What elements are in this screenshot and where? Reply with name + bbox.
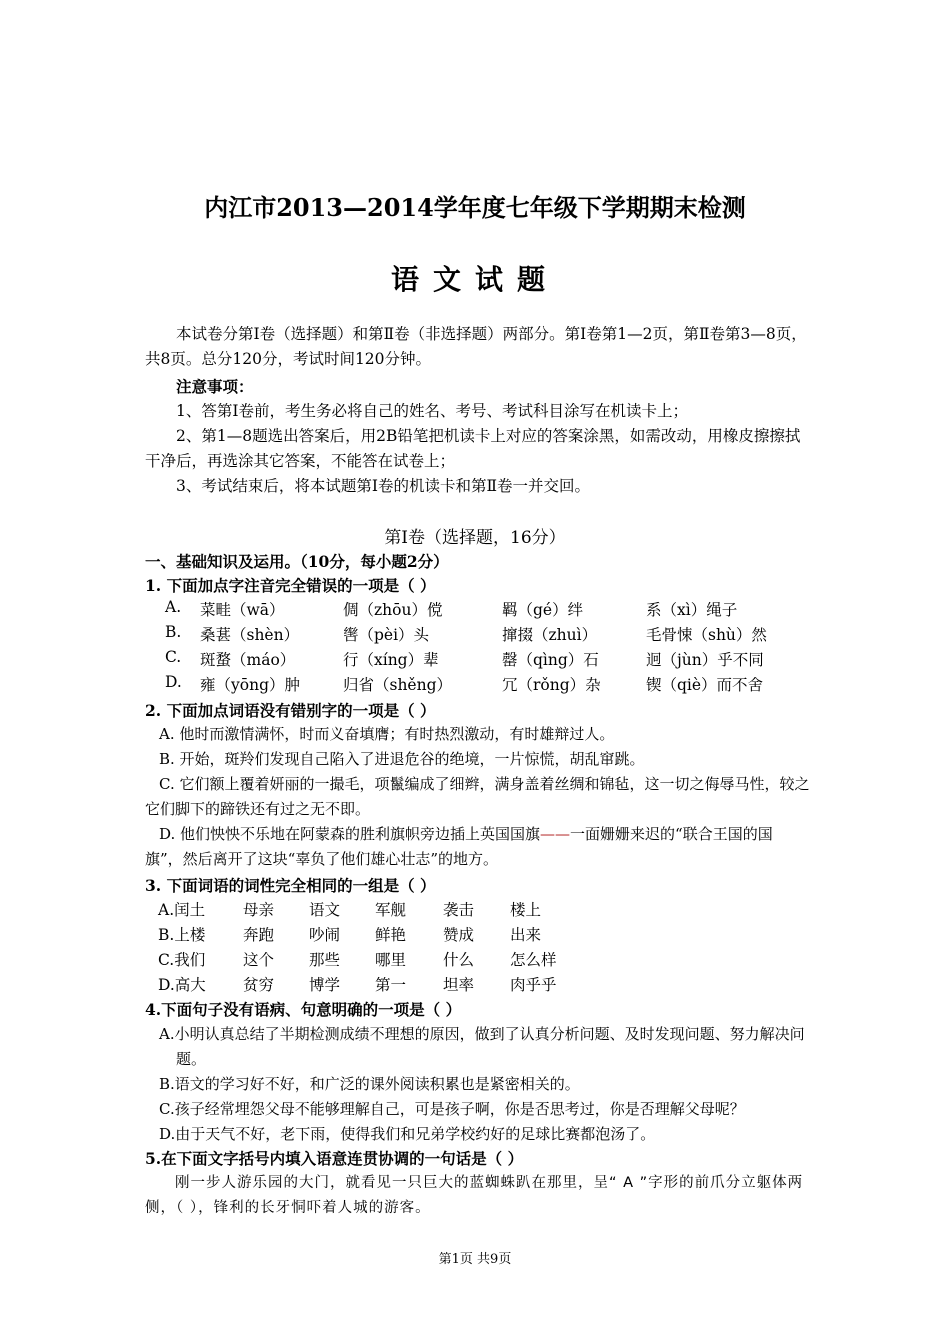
question-2-option-b: B. 开始，斑羚们发现自己陷入了进退危谷的绝境，一片惊慌，胡乱窜跳。 [159,750,645,768]
question-4-option-a: A.小明认真总结了半期检测成绩不理想的原因，做到了认真分析问题、及时发现问题、努力解决问题。 [159,1025,805,1068]
option-d-text: D. 他们怏怏不乐地在阿蒙森的胜利旗帜旁边插上英国国旗 [159,825,541,843]
question-1-stem: 1. 下面加点字注音完全错误的一项是（ ） [145,576,436,595]
word: 博学 [309,976,341,994]
word: C.我们 [158,951,206,969]
question-2-option-a: A. 他时而激情满怀，时而义奋填膺；有时热烈激动，有时雄辩过人。 [159,725,615,743]
option-cell: 系（xì）绳子 [646,601,738,619]
word: 语文 [309,901,341,919]
option-cell: 桑葚（shèn） [200,626,300,644]
question-4-option-d: D.由于天气不好，老下雨，使得我们和兄弟学校约好的足球比赛都泡汤了。 [159,1125,656,1143]
option-cell: 锲（qiè）而不舍 [646,676,764,694]
option-cell: 菜畦（wā） [200,601,285,619]
word: 肉乎乎 [510,976,557,994]
question-4-stem: 4.下面句子没有语病、句意明确的一项是（ ） [145,1000,462,1019]
word: 楼上 [510,901,542,919]
option-cell: 迥（jùn）乎不同 [646,651,764,669]
note-2: 2、第1—8题选出答案后，用2B铅笔把机读卡上对应的答案涂黑，如需改动，用橡皮擦擦拭干净后，再选涂其它答案，不能答在试卷上； [145,427,801,470]
option-label: C. [165,648,182,666]
option-label: B. [165,623,182,641]
notes-heading: 注意事项： [176,377,254,396]
word: 什么 [443,951,475,969]
word: 那些 [309,951,341,969]
option-label: D. [165,673,182,691]
option-cell: 毛骨悚（shù）然 [646,626,767,644]
intro-paragraph: 本试卷分第Ⅰ卷（选择题）和第Ⅱ卷（非选择题）两部分。第Ⅰ卷第1—2页，第Ⅱ卷第3—8页，共8页。总分120分，考试时间120分钟。 [145,325,807,368]
word: 坦率 [443,976,475,994]
note-1: 1、答第Ⅰ卷前，考生务必将自己的姓名、考号、考试科目涂写在机读卡上； [176,402,688,420]
option-cell: 羁（gé）绊 [502,601,584,619]
option-d-text-cont: 一面姗姗来迟的“联合王国的国旗”，然后离开了这块“辜负了他们雄心壮志”的地方。 [145,825,773,868]
part-heading: 一、基础知识及运用。（10分，每小题2分） [145,552,449,571]
option-cell: 雍（yōng）肿 [200,676,300,694]
question-3-stem: 3. 下面词语的词性完全相同的一组是（ ） [145,876,436,895]
document-subtitle: 语文试题 [390,263,559,296]
option-label: A. [165,598,182,616]
question-5-passage: 刚一步人游乐园的大门，就看见一只巨大的蓝蜘蛛趴在那里，呈“ A ”字形的前爪分立躯体两侧，（ ），锋利的长牙恫吓着人城的游客。 [145,1175,804,1216]
word: 出来 [510,926,542,944]
option-cell: 罄（qìng）石 [502,651,599,669]
word: 袭击 [443,901,475,919]
word: 哪里 [375,951,407,969]
question-2-option-c: C. 它们额上覆着妍丽的一撮毛，项鬣编成了细辫，满身盖着丝绸和锦毡，这一切之侮辱马性，较之它们脚下的蹄铁还有过之无不即。 [145,775,810,818]
word: B.上楼 [158,926,206,944]
question-4-option-b: B.语文的学习好不好，和广泛的课外阅读积累也是紧密相关的。 [159,1075,580,1093]
word: 吵闹 [309,926,341,944]
word: 赞成 [443,926,475,944]
section-heading: 第Ⅰ卷（选择题，16分） [384,528,566,548]
option-cell: 行（xíng）辈 [343,651,439,669]
option-cell: 倜（zhōu）傥 [343,601,443,619]
option-cell: 辔（pèi）头 [343,626,430,644]
word: 母亲 [243,901,275,919]
dash-mark: —— [540,825,571,843]
word: 军舰 [375,901,407,919]
page-footer: 第1页 共9页 [438,1252,512,1267]
word: 奔跑 [243,926,275,944]
question-2-option-d [145,822,810,872]
option-cell: 冗（rǒng）杂 [502,676,601,694]
note-3: 3、考试结束后，将本试题第Ⅰ卷的机读卡和第Ⅱ卷一并交回。 [176,477,591,495]
question-5-stem: 5.在下面文字括号内填入语意连贯协调的一句话是（ ） [145,1149,524,1168]
option-cell: 撺掇（zhuì） [502,626,598,644]
option-cell: 斑蝥（máo） [200,651,296,669]
document-title: 内江市2013—2014学年度七年级下学期期末检测 [204,193,746,222]
question-2-stem: 2. 下面加点词语没有错别字的一项是（ ） [145,701,436,720]
word: 鲜艳 [375,926,407,944]
word: 贫穷 [243,976,275,994]
word: 这个 [243,951,275,969]
word: 第一 [375,976,407,994]
word: 怎么样 [510,951,557,969]
word: A.闰土 [158,901,206,919]
question-4-option-c: C.孩子经常埋怨父母不能够理解自己，可是孩子啊，你是否思考过，你是否理解父母呢？ [159,1100,745,1118]
option-cell: 归省（shěng） [343,676,453,694]
word: D.高大 [158,976,206,994]
